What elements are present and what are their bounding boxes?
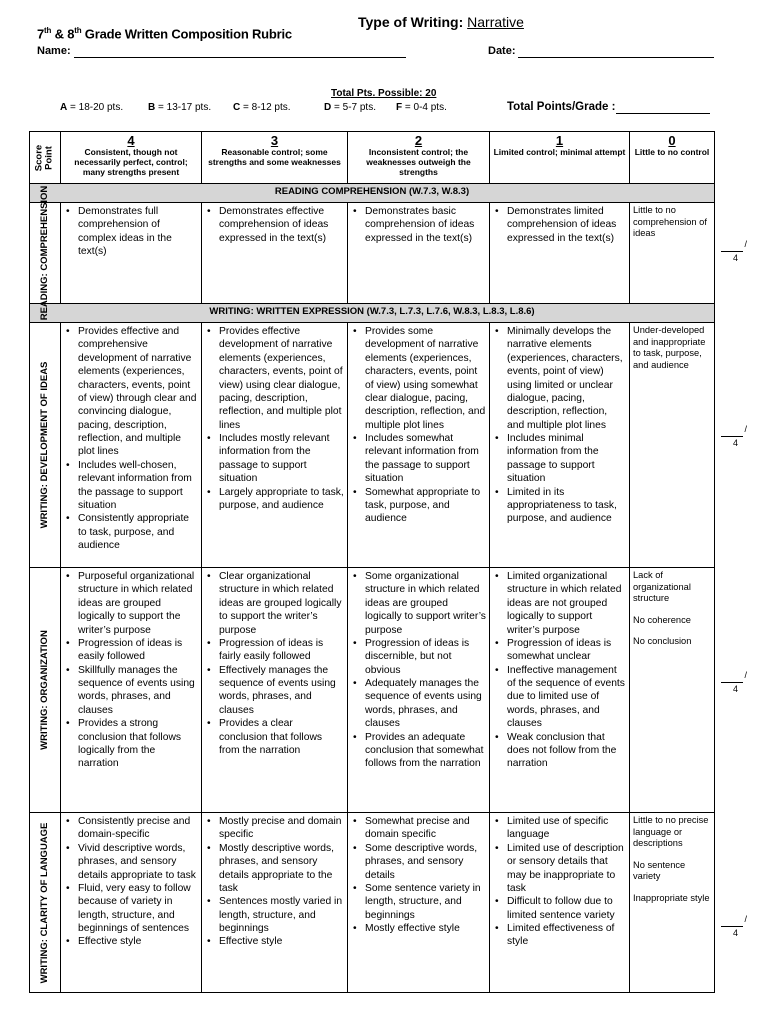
descriptor-bullet: • Clear organizational structure in which related ideas are grouped logically to support the writer’s purpose — [219, 570, 344, 637]
score-blank-organization[interactable]: / 4 — [721, 673, 743, 694]
descriptor-bullet: • Consistently precise and domain-specific — [78, 815, 198, 842]
level-1-header: 1 Limited control; minimal attempt — [490, 132, 630, 184]
descriptor-cell-c0 — [630, 323, 715, 568]
descriptor-bullet: • Mostly descriptive words, phrases, and sensory details appropriate to the task — [219, 842, 344, 896]
level-4-header: 4 Consistent, though not necessarily perfect, control; many strengths present — [61, 132, 202, 184]
descriptor-cell-c1 — [490, 813, 630, 993]
level-2-header: 2 Inconsistent control; the weaknesses outweigh the strengths — [348, 132, 490, 184]
descriptor-bullet: • Effectively manages the sequence of events using words, phrases, and clauses — [219, 664, 344, 718]
criterion-row — [30, 813, 715, 993]
descriptor-cell-c3 — [202, 323, 348, 568]
criterion-label: WRITING: ORGANIZATION — [30, 568, 61, 813]
descriptor-bullet: • Progression of ideas is fairly easily followed — [219, 637, 344, 664]
rubric-table — [29, 131, 715, 993]
descriptor-bullet: • Consistently appropriate to task, purpose, and audience — [78, 512, 198, 552]
descriptor-text: No conclusion — [633, 636, 692, 647]
descriptor-bullet: • Provides a strong conclusion that follows logically from the narration — [78, 717, 198, 771]
criterion-row — [30, 568, 715, 813]
descriptor-bullet: • Somewhat appropriate to task, purpose, and audience — [365, 486, 486, 526]
descriptor-bullet: • Adequately manages the sequence of events using words, phrases, and clauses — [365, 677, 486, 731]
grade-scale-a: A = 18-20 pts. — [60, 102, 124, 113]
descriptor-bullet: • Limited in its appropriateness to task, purpose, and audience — [507, 486, 626, 526]
date-field-line[interactable] — [518, 57, 714, 58]
type-of-writing: Type of Writing: Narrative — [358, 14, 524, 30]
descriptor-text: Inappropriate style — [633, 893, 710, 904]
descriptor-text: No sentence variety — [633, 859, 686, 882]
descriptor-bullet: • Effective style — [78, 935, 198, 948]
descriptor-bullet: • Progression of ideas is somewhat unclear — [507, 637, 626, 664]
grade-scale-b: B = 13-17 pts. — [148, 102, 212, 113]
descriptor-bullet: • Includes minimal information from the passage to support situation — [507, 432, 626, 486]
total-grade-label: Total Points/Grade : — [507, 101, 616, 113]
descriptor-bullet: • Vivid descriptive words, phrases, and sensory details appropriate to task — [78, 842, 198, 882]
descriptor-cell-c1 — [490, 323, 630, 568]
descriptor-bullet: • Effective style — [219, 935, 344, 948]
descriptor-bullet: • Demonstrates effective comprehension of ideas expressed in the text(s) — [219, 205, 344, 245]
descriptor-bullet: • Sentences mostly varied in length, structure, and beginnings — [219, 895, 344, 935]
descriptor-cell-c3 — [202, 568, 348, 813]
descriptor-bullet: • Provides some development of narrative elements (experiences, characters, events, point of view) using somewhat clear dialogue, pacing, description, reflection, and multiple plot lines — [365, 325, 486, 432]
score-blank-reading[interactable]: / 4 — [721, 242, 743, 263]
grade-scale-c: C = 8-12 pts. — [233, 102, 291, 113]
criterion-label: WRITING: DEVELOPMENT OF IDEAS — [30, 323, 61, 568]
descriptor-cell-c4 — [61, 813, 202, 993]
descriptor-bullet: • Some organizational structure in which related ideas are grouped logically to support writer’s purpose — [365, 570, 486, 637]
descriptor-bullet: • Limited effectiveness of style — [507, 922, 626, 949]
descriptor-cell-c2 — [348, 203, 490, 304]
grade-scale-f: F = 0-4 pts. — [396, 102, 447, 113]
criterion-row — [30, 203, 715, 304]
descriptor-bullet: • Largely appropriate to task, purpose, and audience — [219, 486, 344, 513]
descriptor-bullet: • Weak conclusion that does not follow from the narration — [507, 731, 626, 771]
descriptor-bullet: • Demonstrates basic comprehension of ideas expressed in the text(s) — [365, 205, 486, 245]
descriptor-cell-c1 — [490, 203, 630, 304]
descriptor-text: Little to no precise language or descriptions — [633, 815, 709, 849]
criterion-label: READING: COMPREHENSION — [30, 203, 61, 304]
descriptor-bullet: • Provides effective and comprehensive development of narrative elements (experiences, characters, events, point of view) through clear and convincing dialogue, pacing, description, reflection, and multiple plot lines — [78, 325, 198, 459]
descriptor-bullet: • Fluid, very easy to follow because of variety in length, structure, and beginnings of sentences — [78, 882, 198, 936]
total-points-possible: Total Pts. Possible: 20 — [331, 88, 437, 99]
descriptor-bullet: • Limited use of specific language — [507, 815, 626, 842]
descriptor-text: No coherence — [633, 614, 691, 625]
descriptor-cell-c2 — [348, 323, 490, 568]
descriptor-bullet: • Some sentence variety in length, structure, and beginnings — [365, 882, 486, 922]
name-label: Name: — [37, 45, 71, 57]
section-row-reading — [30, 184, 715, 203]
descriptor-bullet: • Includes well-chosen, relevant information from the passage to support situation — [78, 459, 198, 513]
descriptor-bullet: • Provides a clear conclusion that follows from the narration — [219, 717, 344, 757]
descriptor-bullet: • Somewhat precise and domain specific — [365, 815, 486, 842]
descriptor-bullet: • Demonstrates limited comprehension of ideas expressed in the text(s) — [507, 205, 626, 245]
descriptor-bullet: • Includes mostly relevant information from the passage to support situation — [219, 432, 344, 486]
section-heading-reading: READING COMPREHENSION (W.7.3, W.8.3) — [30, 184, 715, 203]
descriptor-bullet: • Minimally develops the narrative elements (experiences, characters, events, point of view) using limited or unclear dialogue, pacing, description, reflection, and multiple plot lines — [507, 325, 626, 432]
score-point-header: Score Point — [30, 132, 61, 184]
date-label: Date: — [488, 45, 516, 57]
criterion-label: WRITING: CLARITY OF LANGUAGE — [30, 813, 61, 993]
score-blank-clarity[interactable]: / 4 — [721, 917, 743, 938]
descriptor-cell-c0 — [630, 813, 715, 993]
level-0-header: 0 Little to no control — [630, 132, 715, 184]
descriptor-cell-c2 — [348, 813, 490, 993]
level-3-header: 3 Reasonable control; some strengths and some weaknesses — [202, 132, 348, 184]
section-heading-writing: WRITING: WRITTEN EXPRESSION (W.7.3, L.7.3, L.7.6, W.8.3, L.8.3, L.8.6) — [30, 304, 715, 323]
descriptor-bullet: • Provides an adequate conclusion that somewhat follows from the narration — [365, 731, 486, 771]
descriptor-text: Under-developed and inappropriate to task, purpose, and audience — [633, 325, 706, 370]
descriptor-cell-c4 — [61, 323, 202, 568]
section-row-writing — [30, 304, 715, 323]
descriptor-cell-c2 — [348, 568, 490, 813]
descriptor-bullet: • Ineffective management of the sequence of events due to limited use of words, phrases, and clauses — [507, 664, 626, 731]
rubric-title: 7th & 8th Grade Written Composition Rubric — [37, 26, 292, 42]
descriptor-cell-c3 — [202, 203, 348, 304]
descriptor-bullet: • Progression of ideas is discernible, but not obvious — [365, 637, 486, 677]
total-grade-field-line[interactable] — [616, 113, 710, 114]
descriptor-text: Little to no comprehension of ideas — [633, 205, 707, 239]
descriptor-bullet: • Purposeful organizational structure in which related ideas are grouped logically to support the writer’s purpose — [78, 570, 198, 637]
descriptor-bullet: • Difficult to follow due to limited sentence variety — [507, 895, 626, 922]
descriptor-bullet: • Mostly precise and domain specific — [219, 815, 344, 842]
name-field-line[interactable] — [74, 57, 406, 58]
type-of-writing-value: Narrative — [467, 14, 524, 30]
descriptor-bullet: • Some descriptive words, phrases, and sensory details — [365, 842, 486, 882]
descriptor-cell-c1 — [490, 568, 630, 813]
descriptor-bullet: • Includes somewhat relevant information from the passage to support situation — [365, 432, 486, 486]
descriptor-text: Lack of organizational structure — [633, 570, 691, 604]
criterion-row — [30, 323, 715, 568]
descriptor-bullet: • Provides effective development of narrative elements (experiences, characters, events, point of view) using clear dialogue, pacing, description, reflection, and multiple plot lines — [219, 325, 344, 432]
grade-scale-d: D = 5-7 pts. — [324, 102, 376, 113]
descriptor-bullet: • Limited organizational structure in which related ideas are not grouped logically to support writer’s purpose — [507, 570, 626, 637]
descriptor-cell-c3 — [202, 813, 348, 993]
descriptor-bullet: • Progression of ideas is easily followed — [78, 637, 198, 664]
descriptor-cell-c4 — [61, 203, 202, 304]
descriptor-bullet: • Mostly effective style — [365, 922, 486, 935]
descriptor-bullet: • Demonstrates full comprehension of complex ideas in the text(s) — [78, 205, 198, 259]
descriptor-cell-c0 — [630, 568, 715, 813]
score-header-row — [30, 132, 715, 184]
descriptor-cell-c0 — [630, 203, 715, 304]
descriptor-bullet: • Limited use of description or sensory details that may be inappropriate to task — [507, 842, 626, 896]
score-blank-development[interactable]: / 4 — [721, 427, 743, 448]
descriptor-cell-c4 — [61, 568, 202, 813]
descriptor-bullet: • Skillfully manages the sequence of events using words, phrases, and clauses — [78, 664, 198, 718]
